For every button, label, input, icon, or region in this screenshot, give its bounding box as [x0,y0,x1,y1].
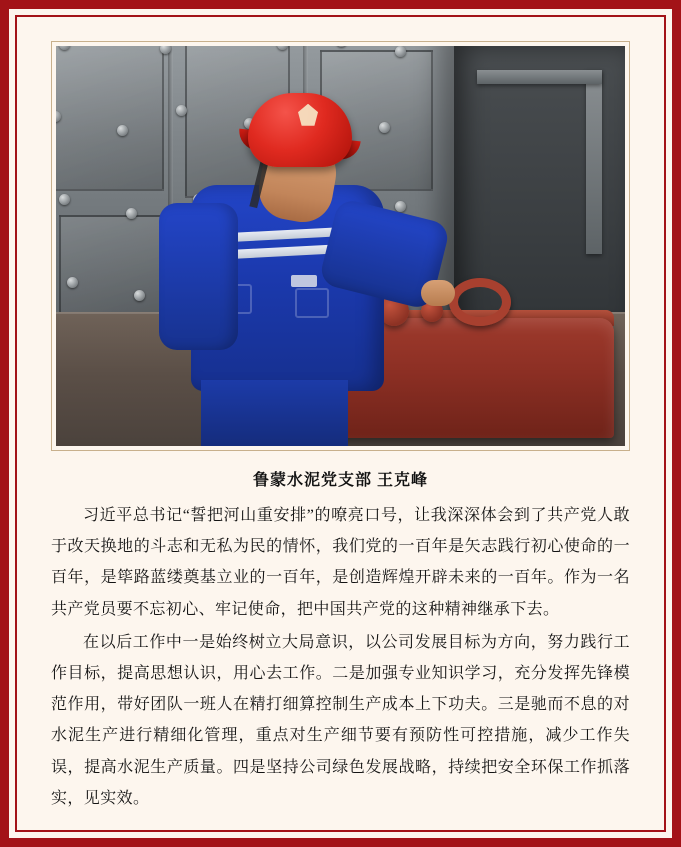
photo-frame [51,41,630,451]
article-body [51,500,630,814]
uniform-logo [291,275,317,287]
paragraph-2: 在以后工作中一是始终树立大局意识，以公司发展目标为方向，努力践行工作目标，提高思想认识，用心去工作。二是加强专业知识学习，充分发挥先锋模范作用，带好团队一班人在精打细算控制生产成本上下功夫。三是驰而不息的对水泥生产进行精细化管理，重点对生产细节要有预防性可控措施，减少工作失误，提高水泥生产质量。四是坚持公司绿色发展战略，持续把安全环保工作抓落实，见实效。 [51,633,630,807]
worker-hand [421,280,455,306]
worker-figure [170,78,432,446]
worker-legs [201,380,348,446]
pipe-vertical [586,70,602,254]
valve-ring [449,278,511,326]
document-inner-frame [15,15,666,832]
red-helmet [248,93,352,167]
photo-caption: 鲁蒙水泥党支部 王克峰 [252,472,428,489]
paragraph-1: 习近平总书记“誓把河山重安排”的嘹亮口号，让我深深体会到了共产党人敢于改天换地的斗志和无私为民的情怀，我们党的一百年是矢志践行初心使命的一百年，是筚路蓝缕奠基立业的一百年，是创造辉煌开辟未来的一百年。作为一名共产党员要不忘初心、牢记使命，把中国共产党的这种精神继承下去。 [51,507,630,618]
worker-photo [56,46,625,446]
uniform-pocket [295,288,329,318]
drum-plate [56,46,164,191]
pipe-horizontal [477,70,602,84]
worker-left-arm [159,203,238,350]
